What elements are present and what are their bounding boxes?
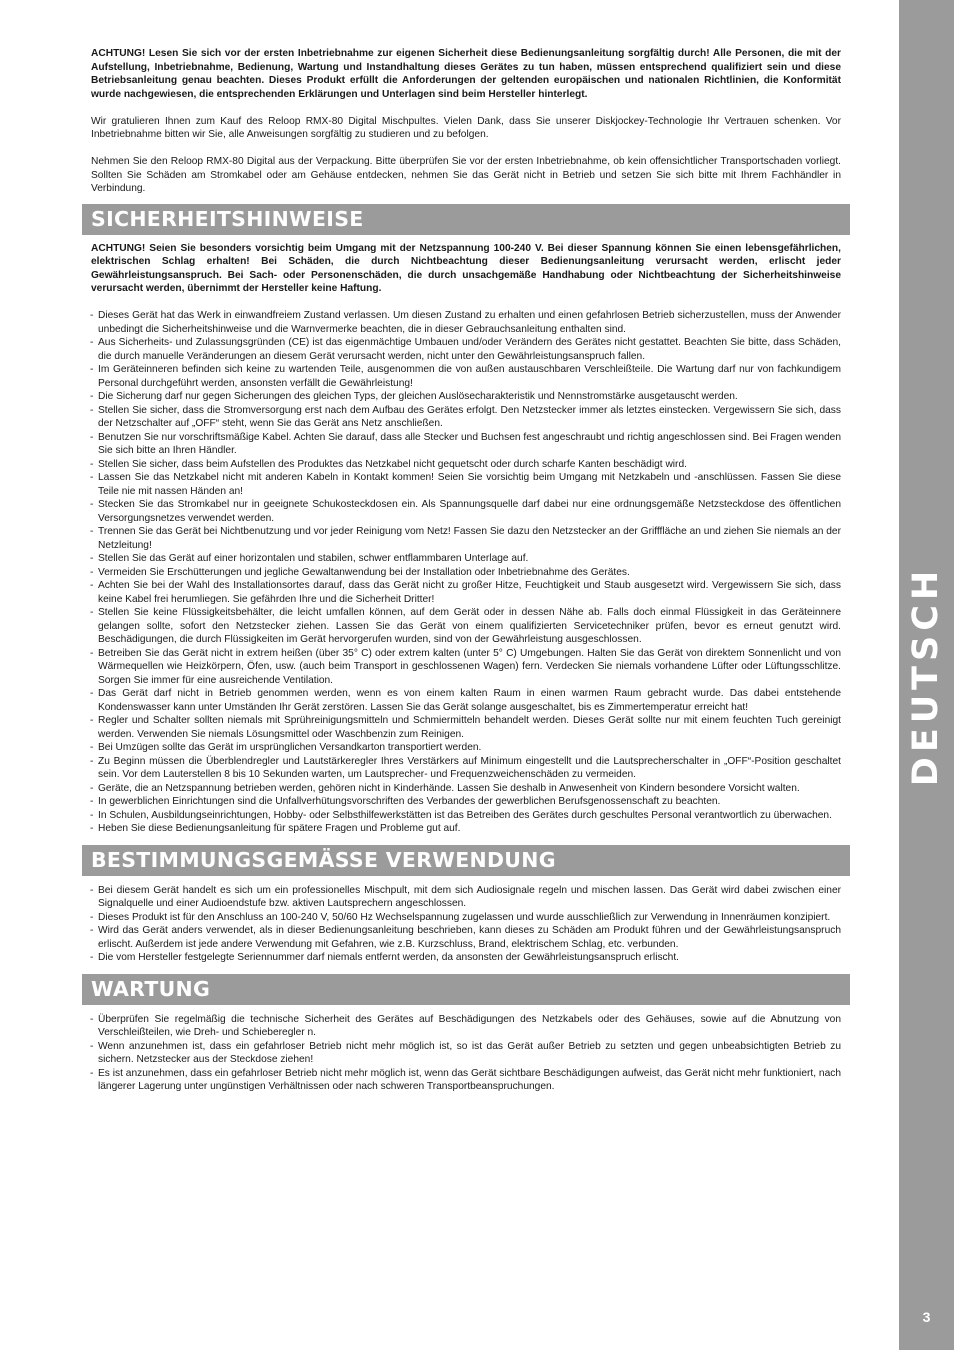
list-item: - Lassen Sie das Netzkabel nicht mit anderen Kabeln in Kontakt kommen! Seien Sie vorsichtig beim Umgang mit Netzkabeln und -anschlüssen. Fassen Sie diese Teile nie mit nassen Händen an! (91, 471, 841, 498)
intro-warning: ACHTUNG! Lesen Sie sich vor der ersten Inbetriebnahme zur eigenen Sicherheit diese Bedienungsanleitung sorgfältig durch! Alle Personen, die mit der Aufstellung, Inbetriebnahme, Bedienung, Wartung und Instandhaltung dieses Gerätes zu tun haben, müssen entsprechend qualifiziert sein und diese Betriebsanleitung genau beachten. Dieses Produkt erfüllt die Anforderungen der geltenden europäischen und nationalen Richtlinien, die Konformität wurde nachgewiesen, die entsprechenden Erklärungen und Unterlagen sind beim Hersteller hinterlegt. (91, 48, 841, 100)
list-item: - Stellen Sie das Gerät auf einer horizontalen und stabilen, schwer entflammbaren Unterlage auf. (91, 552, 841, 566)
list-item: - Im Geräteinneren befinden sich keine zu wartenden Teile, ausgenommen die von außen austauschbaren Verschleißteile. Die Wartung darf nur von fachkundigem Personal durchgeführt werden, ansonsten verfällt die Gewährleistung! (91, 363, 841, 390)
list-item: - Die vom Hersteller festgelegte Seriennummer darf niemals entfernt werden, da ansonsten der Gewährleistungsanspruch erlischt. (91, 951, 841, 965)
list-item: - Benutzen Sie nur vorschriftsmäßige Kabel. Achten Sie darauf, dass alle Stecker und Buchsen fest angeschraubt und richtig angeschlossen sind. Bei Fragen wenden Sie sich bitte an Ihren Händler. (91, 431, 841, 458)
list-item: - Achten Sie bei der Wahl des Installationsortes darauf, dass das Gerät nicht zu großer Hitze, Feuchtigkeit und Staub ausgesetzt wird. Vergewissern Sie sich, dass keine Kabel frei herumliegen. Sie gefährden Ihre und die Sicherheit Dritter! (91, 579, 841, 606)
list-item: - Wird das Gerät anders verwendet, als in dieser Bedienungsanleitung beschrieben, kann dieses zu Schäden am Produkt führen und der Gewährleistungsanspruch erlischt. Außerdem ist jede andere Verwendung mit Gefahren, wie z.B. Kurzschluss, Brand, elektrischem Schlag, etc. verbunden. (91, 924, 841, 951)
list-item: - Wenn anzunehmen ist, dass ein gefahrloser Betrieb nicht mehr möglich ist, so ist das Gerät außer Betrieb zu setzten und gegen unbeabsichtigten Betrieb zu sichern. Netzstecker aus der Steckdose ziehen! (91, 1040, 841, 1067)
usage-heading: BESTIMMUNGSGEMÄSSE VERWENDUNG (82, 845, 850, 876)
list-item: - Geräte, die an Netzspannung betrieben werden, gehören nicht in Kinderhände. Lassen Sie deshalb in Anwesenheit von Kindern besondere Vorsicht walten. (91, 782, 841, 796)
safety-warning: ACHTUNG! Seien Sie besonders vorsichtig beim Umgang mit der Netzspannung 100-240 V. Bei dieser Spannung können Sie einen lebensgefährlichen, elektrischen Schlag erhalten! Bei Schäden, die durch Nichtbeachtung dieser Bedienungsanleitung verursacht werden, erlischt jeder Gewährleistungsanspruch. Bei Sach- oder Personenschäden, die durch unsachgemäße Handhabung oder Nichtbeachtung der Sicherheitshinweise verursacht werden, übernimmt der Hersteller keine Haftung. (91, 242, 841, 294)
safety-list (91, 309, 841, 836)
list-item: - Vermeiden Sie Erschütterungen und jegliche Gewaltanwendung bei der Installation oder Inbetriebnahme des Gerätes. (91, 566, 841, 580)
safety-heading: SICHERHEITSHINWEISE (82, 204, 850, 235)
list-item: - Das Gerät darf nicht in Betrieb genommen werden, wenn es von einem kalten Raum in einen warmen Raum gebracht wurde. Das dabei entstehende Kondenswasser kann unter Umständen Ihr Gerät zerstören. Lassen Sie das Gerät solange ausgeschaltet, bis es Zimmertemperatur erreicht hat! (91, 687, 841, 714)
maintenance-list (91, 1013, 841, 1094)
list-item: - Stecken Sie das Stromkabel nur in geeignete Schukosteckdosen ein. Als Spannungsquelle darf dabei nur eine ordnungsgemäße Netzsteckdose des öffentlichen Versorgungsnetzes verwendet werden. (91, 498, 841, 525)
list-item: - Aus Sicherheits- und Zulassungsgründen (CE) ist das eigenmächtige Umbauen und/oder Verändern des Gerätes nicht gestattet. Beachten Sie bitte, dass Schäden, die durch manuelle Veränderungen an diesem Gerät verursacht werden, nicht unter den Gewährleistungsanspruch fallen. (91, 336, 841, 363)
list-item: - Stellen Sie keine Flüssigkeitsbehälter, die leicht umfallen können, auf dem Gerät oder in dessen Nähe ab. Falls doch einmal Flüssigkeit in das Geräteinnere gelangen sollte, sofort den Netzstecker ziehen. Lassen Sie das Gerät von einem qualifizierten Servicetechniker prüfen, bevor es erneut genutzt wird. Beschädigungen, die durch Flüssigkeiten im Gerät hervorgerufen wurden, sind von der Gewährleistung ausgeschlossen. (91, 606, 841, 647)
page-number: 3 (922, 1309, 931, 1325)
list-item: - Überprüfen Sie regelmäßig die technische Sicherheit des Gerätes auf Beschädigungen des Netzkabels oder des Gehäuses, sowie auf die Abnutzung von Verschleißteilen, wie Dreh- und Schieberegler n. (91, 1013, 841, 1040)
list-item: - Zu Beginn müssen die Überblendregler und Lautstärkeregler Ihres Verstärkers auf Minimum eingestellt und die Lautsprecherschalter in „OFF“-Position geschaltet sein. Vor dem Lauterstellen 8 bis 10 Sekunden warten, um Lautsprecher- und Frequenzweichenschäden zu vermeiden. (91, 755, 841, 782)
list-item: - Dieses Produkt ist für den Anschluss an 100-240 V, 50/60 Hz Wechselspannung zugelassen und wurde ausschließlich zur Verwendung in Innenräumen konzipiert. (91, 911, 841, 925)
list-item: - Dieses Gerät hat das Werk in einwandfreiem Zustand verlassen. Um diesen Zustand zu erhalten und einen gefahrlosen Betrieb sicherzustellen, muss der Anwender unbedingt die Sicherheitshinweise und die Warnvermerke beachten, die in dieser Gebrauchsanleitung enthalten sind. (91, 309, 841, 336)
language-label: DEUTSCH (906, 565, 946, 787)
usage-list (91, 884, 841, 965)
maintenance-heading: WARTUNG (82, 974, 850, 1005)
list-item: - Es ist anzunehmen, dass ein gefahrloser Betrieb nicht mehr möglich ist, wenn das Gerät sichtbare Beschädigungen aufweist, das Gerät nicht mehr funktioniert, nach längerer Lagerung unter ungünstigen Verhältnissen oder nach schweren Transportbeanspruchungen. (91, 1067, 841, 1094)
list-item: - Trennen Sie das Gerät bei Nichtbenutzung und vor jeder Reinigung vom Netz! Fassen Sie dazu den Netzstecker an der Grifffläche an und ziehen Sie niemals an der Netzleitung! (91, 525, 841, 552)
intro-unpacking: Nehmen Sie den Reloop RMX-80 Digital aus der Verpackung. Bitte überprüfen Sie vor der ersten Inbetriebnahme, ob kein offensichtlicher Transportschaden vorliegt. Sollten Sie Schäden am Stromkabel oder am Gehäuse entdecken, nehmen Sie das Gerät nicht in Betrieb und setzen Sie sich bitte mit Ihrem Fachhändler in Verbindung. (91, 156, 841, 194)
page-content (91, 47, 841, 1094)
list-item: - Betreiben Sie das Gerät nicht in extrem heißen (über 35° C) oder extrem kalten (unter 5° C) Umgebungen. Halten Sie das Gerät von direktem Sonnenlicht und von Wärmequellen wie Heizkörpern, Öfen, usw. (auch beim Transport in geschlossenen Wagen) fern. Verdecken Sie niemals vorhandene Lüfter oder Lüftungsschlitze. Sorgen Sie immer für eine ausreichende Ventilation. (91, 647, 841, 688)
list-item: - Regler und Schalter sollten niemals mit Sprühreinigungsmitteln und Schmiermitteln behandelt werden. Dieses Gerät sollte nur mit einem feuchten Tuch gereinigt werden. Verwenden Sie niemals Lösungsmittel oder Waschbenzin zum Reinigen. (91, 714, 841, 741)
language-sidebar (899, 0, 954, 1350)
list-item: - Stellen Sie sicher, dass beim Aufstellen des Produktes das Netzkabel nicht gequetscht oder durch scharfe Kanten beschädigt wird. (91, 458, 841, 472)
list-item: - Die Sicherung darf nur gegen Sicherungen des gleichen Typs, der gleichen Auslösecharakteristik und Nennstromstärke ausgetauscht werden. (91, 390, 841, 404)
list-item: - In Schulen, Ausbildungseinrichtungen, Hobby- oder Selbsthilfewerkstätten ist das Betreiben des Gerätes durch geschultes Personal verantwortlich zu überwachen. (91, 809, 841, 823)
intro-thanks: Wir gratulieren Ihnen zum Kauf des Reloop RMX-80 Digital Mischpultes. Vielen Dank, dass Sie unserer Diskjockey-Technologie Ihr Vertrauen schenken. Vor Inbetriebnahme bitten wir Sie, alle Anweisungen sorgfältig zu studieren und zu befolgen. (91, 115, 841, 140)
list-item: - Bei diesem Gerät handelt es sich um ein professionelles Mischpult, mit dem sich Audiosignale regeln und mischen lassen. Das Gerät wird dabei zwischen einer Signalquelle und einer Audioendstufe bzw. aktiven Lautsprechern angeschlossen. (91, 884, 841, 911)
list-item: - In gewerblichen Einrichtungen sind die Unfallverhütungsvorschriften des Verbandes der gewerblichen Berufsgenossenschaft zu beachten. (91, 795, 841, 809)
list-item: - Heben Sie diese Bedienungsanleitung für spätere Fragen und Probleme gut auf. (91, 822, 841, 836)
list-item: - Bei Umzügen sollte das Gerät im ursprünglichen Versandkarton transportiert werden. (91, 741, 841, 755)
list-item: - Stellen Sie sicher, dass die Stromversorgung erst nach dem Aufbau des Gerätes erfolgt. Den Netzstecker immer als letztes einstecken. Vergewissern Sie sich, dass der Netzschalter auf „OFF“ steht, wenn Sie das Gerät ans Netz anschließen. (91, 404, 841, 431)
